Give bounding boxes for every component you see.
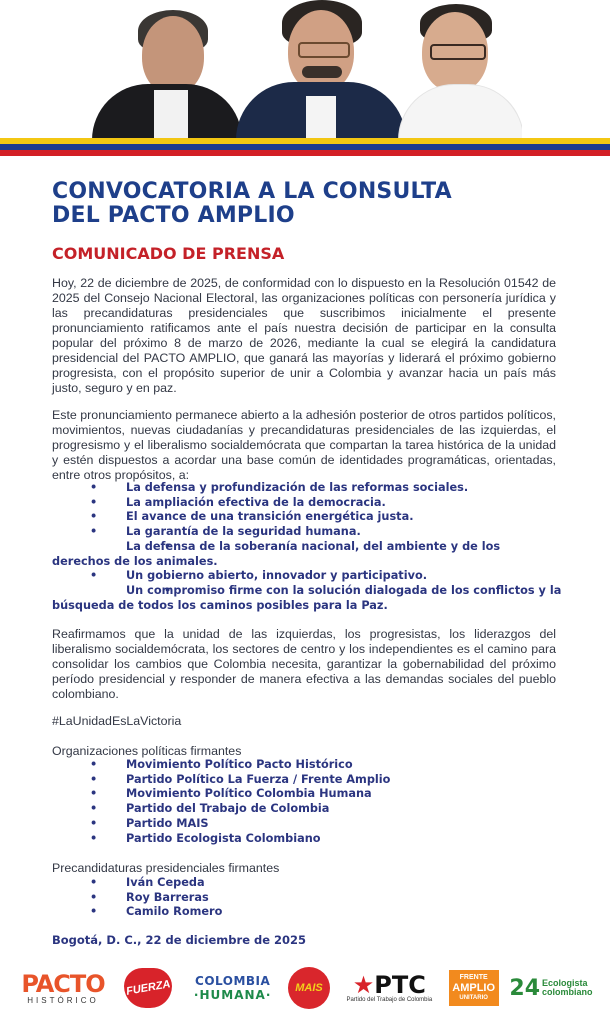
logo-colombia-humana: [191, 966, 275, 1010]
logo-pacto-historico: [20, 966, 106, 1010]
logo-colombia-text-1: COLOMBIA: [195, 974, 271, 988]
logo-ecologista: [509, 966, 593, 1010]
purpose-item: • La defensa y profundización de las reformas sociales.: [52, 481, 562, 496]
logo-mais-text: MAIS: [295, 982, 323, 994]
candidates-list: [52, 876, 562, 920]
purpose-item: • La ampliación efectiva de la democracia.: [52, 496, 562, 511]
stripe-red: [0, 150, 610, 156]
org-item: • Movimiento Político Pacto Histórico: [52, 758, 562, 773]
purpose-item: • La garantía de la seguridad humana.: [52, 525, 562, 540]
logo-ptc-text: PTC: [374, 971, 426, 999]
page-subtitle: COMUNICADO DE PRENSA: [52, 244, 285, 263]
logo-frente-text-3: UNITARIO: [459, 995, 488, 1001]
page-title: [52, 180, 572, 228]
header-portraits: [0, 0, 610, 140]
flag-stripes: [0, 138, 610, 156]
logo-pacto-text: PACTO: [21, 969, 105, 998]
org-item: • Partido Ecologista Colombiano: [52, 832, 562, 847]
logo-pacto-sub: HISTÓRICO: [27, 995, 99, 1005]
candidate-item: • Roy Barreras: [52, 891, 562, 906]
logo-colombia-text-2: ·HUMANA·: [193, 988, 272, 1002]
candidate-item: • Iván Cepeda: [52, 876, 562, 891]
org-item: • Partido MAIS: [52, 817, 562, 832]
orgs-list: [52, 758, 562, 846]
logo-la-fuerza: [118, 966, 178, 1010]
logo-eco-number: 24: [509, 975, 541, 1001]
logo-fuerza-text: FUERZA: [125, 978, 172, 998]
title-line-2: DEL PACTO AMPLIO: [52, 203, 295, 228]
orgs-label: Organizaciones políticas firmantes: [52, 744, 242, 758]
hashtag: #LaUnidadEsLaVictoria: [52, 714, 182, 728]
star-icon: ★: [352, 971, 375, 999]
logo-frente-text-2: AMPLIO: [452, 982, 496, 994]
candidates-label: Precandidaturas presidenciales firmantes: [52, 861, 280, 875]
paragraph-intro: Hoy, 22 de diciembre de 2025, de conformidad con lo dispuesto en la Resolución 01542 de 2025 del Consejo Nacional Electoral, las organizaciones políticas con personería jurídica y las precandidaturas presidenciales que suscribimos inicialmente el presente pronunciamiento ratificamos ante el país nuestra decisión de participar en la consulta popular del próximo 8 de marzo de 2026, mediante la cual se elegirá la candidatura presidencial del PACTO AMPLIO, que ganará las mayorías y liderará el próximo gobierno progresista, con el propósito superior de unir a Colombia y avanzar hacia un país más justo, seguro y en paz.: [52, 276, 556, 395]
purpose-item: • Un compromiso firme con la solución dialogada de los conflictos y la búsqueda de todos los caminos posibles para la Paz.: [52, 584, 562, 613]
paragraph-adhesion: Este pronunciamiento permanece abierto a la adhesión posterior de otros partidos políticos, movimientos, nuevas ciudadanías y precandidaturas presidenciales de las izquierdas, el progresismo y el liberalismo socialdemócrata que compartan la tarea histórica de la unidad y estén dispuestos a acordar una base común de identidades programáticas, orientadas, entre otros propósitos, a:: [52, 408, 556, 482]
logo-frente-amplio: [448, 966, 500, 1010]
purpose-item: • El avance de una transición energética justa.: [52, 510, 562, 525]
candidate-item: • Camilo Romero: [52, 905, 562, 920]
logo-mais: [287, 966, 331, 1010]
logo-eco-text-1: Ecologista: [542, 978, 588, 988]
org-item: • Partido del Trabajo de Colombia: [52, 802, 562, 817]
logo-ptc: [343, 966, 435, 1010]
purpose-item: • Un gobierno abierto, innovador y participativo.: [52, 569, 562, 584]
paragraph-reaffirm: Reafirmamos que la unidad de las izquierdas, los progresistas, los liderazgos del liberalismo socialdemócrata, los sectores de centro y los independientes es el camino para consolidar los cambios que Colombia necesita, garantizar la gobernabilidad del próximo período presidencial y responder de manera efectiva a las demandas sociales del pueblo colombiano.: [52, 627, 556, 701]
purpose-item: • La defensa de la soberanía nacional, del ambiente y de los derechos de los animales.: [52, 540, 562, 569]
portrait-center: [236, 0, 406, 140]
purposes-list: [52, 481, 562, 613]
party-logos: [20, 964, 593, 1012]
logo-frente-text-1: FRENTE: [459, 974, 488, 981]
title-line-1: CONVOCATORIA A LA CONSULTA: [52, 179, 452, 204]
portrait-right: [398, 4, 522, 140]
logo-ptc-sub: Partido del Trabajo de Colombia: [346, 997, 433, 1003]
portrait-left: [92, 4, 242, 140]
signature-date: Bogotá, D. C., 22 de diciembre de 2025: [52, 933, 307, 947]
logo-eco-text-2: colombiano: [542, 987, 593, 997]
org-item: • Partido Político La Fuerza / Frente Amplio: [52, 773, 562, 788]
org-item: • Movimiento Político Colombia Humana: [52, 787, 562, 802]
